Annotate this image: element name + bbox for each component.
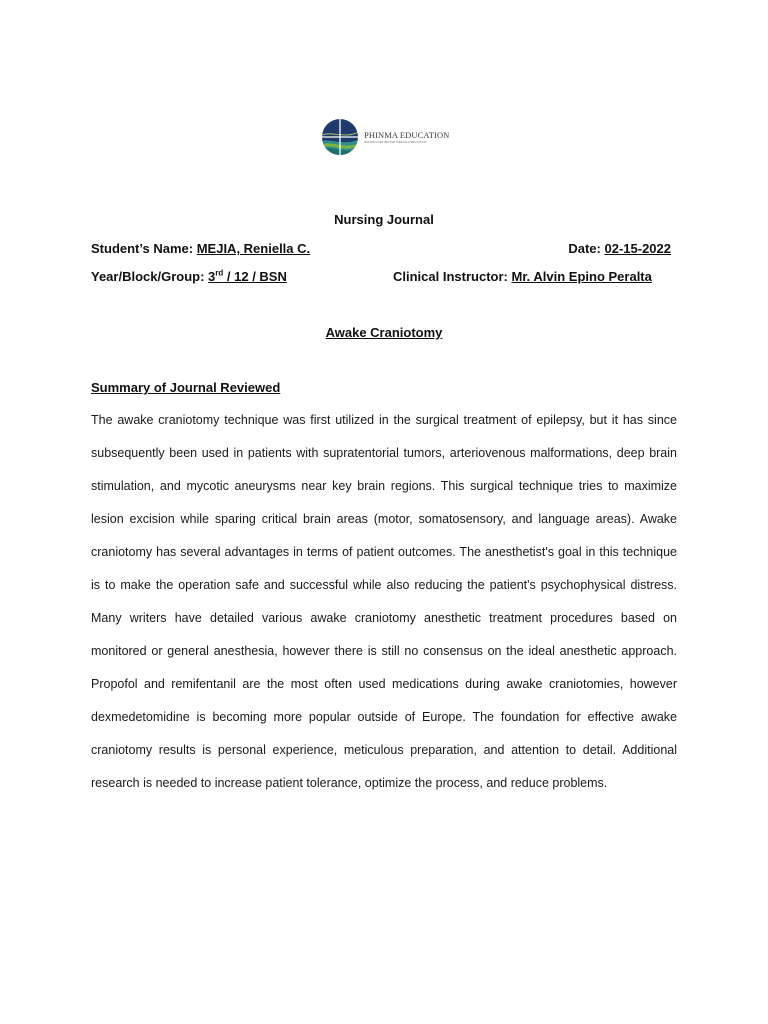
year-block-group-label: Year/Block/Group: [91, 269, 205, 284]
logo-name: PHINMA EDUCATION [364, 130, 450, 140]
year-instructor-row [91, 269, 671, 284]
journal-topic: Awake Craniotomy [325, 325, 443, 340]
summary-heading: Summary of Journal Reviewed [91, 380, 281, 395]
year-ordinal-suffix: rd [215, 268, 224, 278]
summary-paragraph: The awake craniotomy technique was first utilized in the surgical treatment of epilepsy, but it has since subsequently been used in patients with supratentorial tumors, arteriovenous malformations, deep brain stimulation, and mycotic aneurysms near key brain regions. This surgical technique tries to maximize lesion excision while sparing critical brain areas (motor, somatosensory, and language areas). Awake craniotomy has several advantages in terms of patient outcomes. The anesthetist's goal in this technique is to make the operation safe and successful while also reducing the patient's psychophysical distress. Many writers have detailed various awake craniotomy anesthetic treatment procedures based on monitored or general anesthesia, however there is still no consensus on the ideal anesthetic approach. Propofol and remifentanil are the most often used medications during awake craniotomies, however dexmedetomidine is becoming more popular outside of Europe. The foundation for effective awake craniotomy results is personal experience, meticulous preparation, and attention to detail. Additional research is needed to increase patient tolerance, optimize the process, and reduce problems. [91, 413, 677, 790]
student-name-value: MEJIA, Reniella C. [196, 241, 311, 256]
clinical-instructor-value: Mr. Alvin Epino Peralta [511, 269, 652, 284]
date-label: Date: [568, 241, 601, 256]
student-date-row [91, 241, 671, 256]
date-field [568, 241, 671, 256]
instructor-field [393, 269, 652, 284]
year-block-group-value [208, 269, 287, 284]
logo-tagline: MAKING LIVES BETTER THROUGH EDUCATION [364, 141, 427, 144]
year-level: 3 [208, 269, 216, 284]
phinma-logo [320, 116, 452, 158]
clinical-instructor-label: Clinical Instructor: [393, 269, 508, 284]
student-name-label: Student’s Name: [91, 241, 194, 256]
block-group: / 12 / BSN [223, 269, 287, 284]
date-value: 02-15-2022 [604, 241, 671, 256]
phinma-globe-icon [320, 117, 360, 157]
journal-title: Nursing Journal [334, 212, 434, 227]
